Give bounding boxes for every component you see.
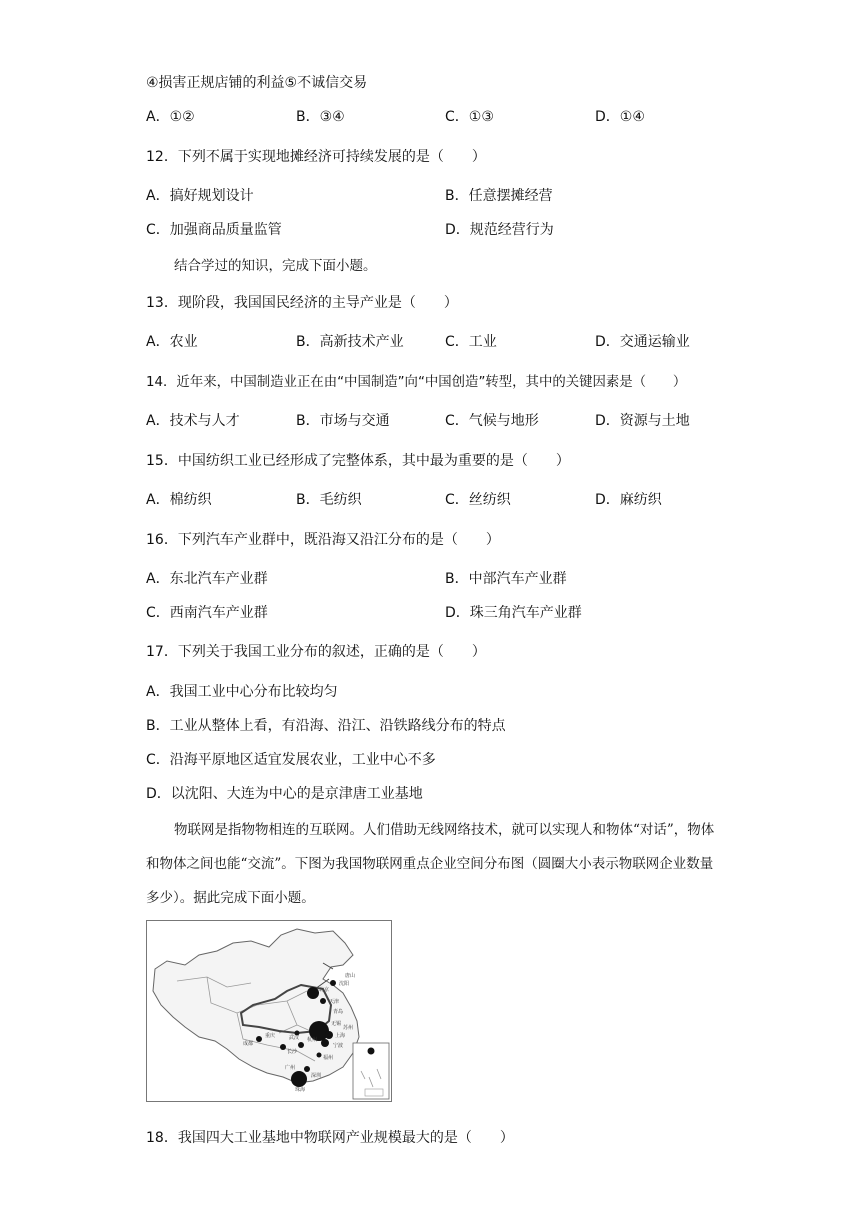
intro-text-2: 物联网是指物物相连的互联网。人们借助无线网络技术，就可以实现人和物体“对话”，物体和物体之间也能“交流”。下图为我国物联网重点企业空间分布图（圆圈大小表示物联网企业数量多少）。据此完成下面小题。 bbox=[146, 822, 715, 906]
q12-option-a: A．搞好规划设计 bbox=[146, 188, 254, 204]
q16-option-a: A．东北汽车产业群 bbox=[146, 571, 268, 587]
map-label-wuxi: 无锡 bbox=[331, 1021, 342, 1027]
q12-option-d: D．规范经营行为 bbox=[445, 222, 554, 238]
q13-option-d: D．交通运输业 bbox=[595, 334, 690, 350]
q11-option-c: C．①③ bbox=[445, 109, 494, 125]
q13-option-b: B．高新技术产业 bbox=[296, 334, 404, 350]
q11-options-tail: ④损害正规店铺的利益⑤不诚信交易 bbox=[146, 75, 368, 91]
q14-option-d: D．资源与土地 bbox=[595, 413, 690, 429]
q15-option-c: C．丝纺织 bbox=[445, 492, 511, 508]
map-label-tangshan: 唐山 bbox=[345, 973, 356, 979]
q18-stem: 18．我国四大工业基地中物联网产业规模最大的是（ ） bbox=[146, 1130, 514, 1146]
map-label-zhuhai: 珠海 bbox=[295, 1087, 306, 1093]
q13-option-c: C．工业 bbox=[445, 334, 497, 350]
map-label-changsha: 长沙 bbox=[287, 1049, 298, 1055]
q17-option-b: B．工业从整体上看，有沿海、沿江、沿铁路线分布的特点 bbox=[146, 718, 506, 734]
q13-stem: 13．现阶段，我国国民经济的主导产业是（ ） bbox=[146, 295, 458, 311]
map-label-ningbo: 宁波 bbox=[333, 1043, 344, 1049]
map-label-chongqing: 重庆 bbox=[265, 1033, 276, 1039]
q11-option-a: A．①② bbox=[146, 109, 195, 125]
q16-option-b: B．中部汽车产业群 bbox=[445, 571, 567, 587]
map-label-beijing: 北京 bbox=[319, 987, 330, 993]
q11-option-d: D．①④ bbox=[595, 109, 645, 125]
q16-option-c: C．西南汽车产业群 bbox=[146, 605, 268, 621]
q15-option-d: D．麻纺织 bbox=[595, 492, 662, 508]
q14-stem: 14．近年来，中国制造业正在由“中国制造”向“中国创造”转型，其中的关键因素是（ ） bbox=[146, 375, 687, 390]
q17-stem: 17．下列关于我国工业分布的叙述，正确的是（ ） bbox=[146, 644, 486, 660]
q12-option-c: C．加强商品质量监管 bbox=[146, 222, 282, 238]
q16-stem: 16．下列汽车产业群中，既沿海又沿江分布的是（ ） bbox=[146, 532, 500, 548]
q11-option-b: B．③④ bbox=[296, 109, 345, 125]
q14-option-a: A．技术与人才 bbox=[146, 413, 240, 429]
map-label-guangzhou: 广州 bbox=[285, 1065, 296, 1071]
map-label-wuhan: 武汉 bbox=[289, 1035, 300, 1041]
q12-stem: 12．下列不属于实现地摊经济可持续发展的是（ ） bbox=[146, 149, 486, 165]
map-label-chengdu: 成都 bbox=[243, 1041, 254, 1047]
map-label-fuzhou: 福州 bbox=[323, 1055, 334, 1061]
map-label-shenzhen: 深圳 bbox=[311, 1073, 322, 1079]
q15-stem: 15．中国纺织工业已经形成了完整体系，其中最为重要的是（ ） bbox=[146, 453, 570, 469]
q14-option-c: C．气候与地形 bbox=[445, 413, 539, 429]
q14-option-b: B．市场与交通 bbox=[296, 413, 390, 429]
map-label-shenyang: 沈阳 bbox=[339, 981, 350, 987]
q15-option-b: B．毛纺织 bbox=[296, 492, 362, 508]
map-label-suzhou: 苏州 bbox=[343, 1025, 354, 1031]
q15-option-a: A．棉纺织 bbox=[146, 492, 212, 508]
map-label-tianjin: 天津 bbox=[329, 999, 340, 1005]
q16-option-d: D．珠三角汽车产业群 bbox=[445, 605, 582, 621]
q17-option-d: D．以沈阳、大连为中心的是京津唐工业基地 bbox=[146, 786, 423, 802]
q13-option-a: A．农业 bbox=[146, 334, 198, 350]
map-label-shanghai: 上海 bbox=[335, 1033, 346, 1039]
map-label-hangzhou: 杭州 bbox=[307, 1037, 318, 1043]
q17-option-c: C．沿海平原地区适宜发展农业，工业中心不多 bbox=[146, 752, 436, 768]
map-label-qingdao: 青岛 bbox=[333, 1009, 344, 1015]
iot-enterprise-map bbox=[146, 920, 392, 1102]
q17-option-a: A．我国工业中心分布比较均匀 bbox=[146, 684, 338, 700]
intro-text-1: 结合学过的知识，完成下面小题。 bbox=[174, 258, 377, 274]
q12-option-b: B．任意摆摊经营 bbox=[445, 188, 553, 204]
